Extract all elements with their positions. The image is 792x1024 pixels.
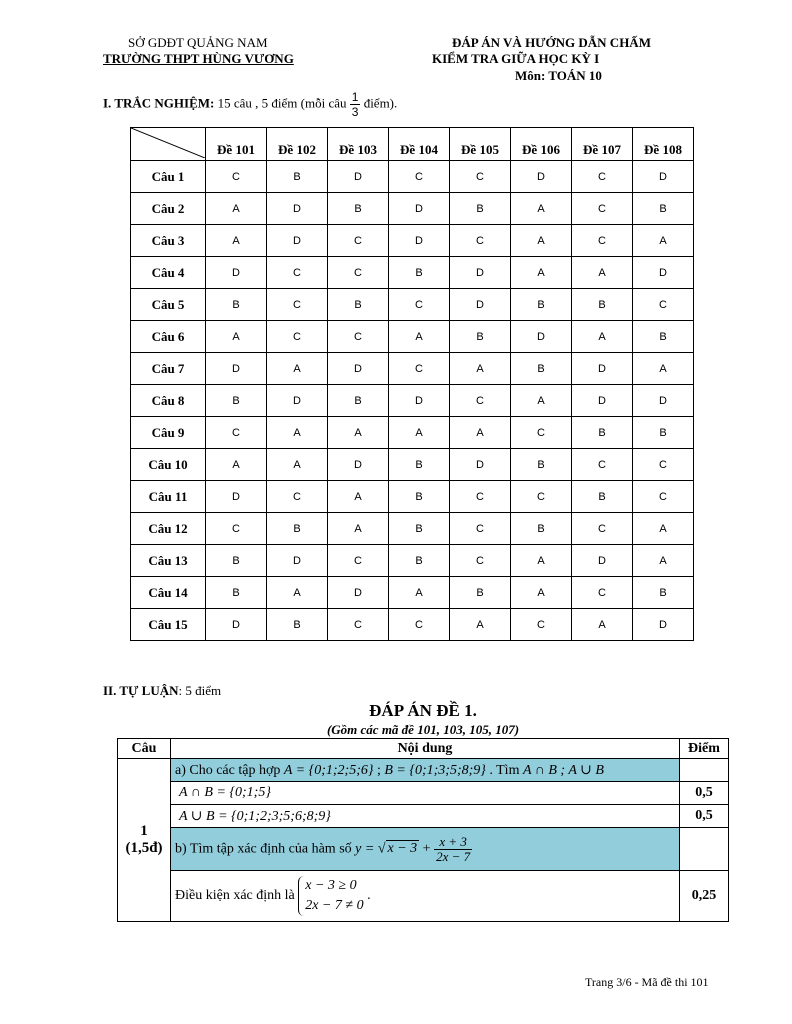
answer-cell: C [572,193,633,225]
answer-cell: D [633,609,694,641]
answer-row [131,225,694,257]
answer-cell: D [206,353,267,385]
set-a: A = {0;1;2;5;6} [283,762,374,778]
union-points: 0,5 [680,805,729,828]
answer-cell: D [633,161,694,193]
answer-cell: D [633,257,694,289]
condition-2: 2x − 7 ≠ 0 [305,898,364,913]
answer-cell: A [572,609,633,641]
answer-cell: A [511,385,572,417]
answer-cell: B [511,353,572,385]
answer-row [131,513,694,545]
answer-cell: C [572,577,633,609]
question-label: Câu 10 [131,449,206,481]
answer-key-table [130,127,694,641]
col-header-diem: Điểm [680,739,729,759]
answer-cell: B [450,321,511,353]
dept-name: SỞ GDĐT QUẢNG NAM [128,35,268,50]
answer-cell: A [511,193,572,225]
answer-cell: A [633,513,694,545]
col-header-noi-dung: Nội dung [171,739,680,759]
answer-cell: D [389,225,450,257]
function-y: y = [355,841,378,857]
answer-cell: D [267,225,328,257]
intersection-points: 0,5 [680,782,729,805]
answer-cell: B [389,513,450,545]
answer-row [131,545,694,577]
answer-row [131,161,694,193]
answer-row [131,257,694,289]
answer-title: ĐÁP ÁN ĐỀ 1. [369,701,477,720]
answer-cell: C [450,385,511,417]
answer-cell: D [572,385,633,417]
answer-cell: A [267,577,328,609]
answer-cell: D [633,385,694,417]
answer-cell: B [389,449,450,481]
column-header: Đề 106 [511,128,572,161]
fraction-numerator: x + 3 [434,835,472,850]
answer-cell: B [511,513,572,545]
part1-desc-before: 15 câu , 5 điểm (mỗi câu [214,95,350,111]
column-header: Đề 108 [633,128,694,161]
answer-cell: C [633,449,694,481]
answer-cell: C [633,289,694,321]
answer-row [131,449,694,481]
answer-cell: A [389,577,450,609]
answer-cell: A [267,417,328,449]
condition-points: 0,25 [680,871,729,922]
question-label: Câu 15 [131,609,206,641]
targets: A ∩ B ; A ∪ B [522,762,604,778]
answer-cell: A [267,353,328,385]
question-label: Câu 3 [131,225,206,257]
part-b-prompt: b) Tìm tập xác định của hàm số [175,841,356,857]
answer-cell: A [206,225,267,257]
column-header: Đề 104 [389,128,450,161]
answer-cell: D [511,161,572,193]
answer-cell: D [328,577,389,609]
answer-cell: A [389,321,450,353]
school-name: TRƯỜNG THPT HÙNG VƯƠNG [103,51,294,66]
answer-cell: D [572,545,633,577]
answer-cell: D [572,353,633,385]
answer-cell: B [389,257,450,289]
set-b: B = {0;1;3;5;8;9} [384,762,486,778]
answer-cell: D [389,385,450,417]
column-header: Đề 103 [328,128,389,161]
answer-cell: C [328,321,389,353]
question-label: Câu 2 [131,193,206,225]
answer-cell: C [450,161,511,193]
part2-desc: : 5 điểm [178,683,222,698]
answer-cell: D [328,353,389,385]
answer-cell: C [206,417,267,449]
answer-key-header-row [131,128,694,161]
answer-cell: C [450,225,511,257]
answer-cell: B [389,545,450,577]
answer-cell: B [450,577,511,609]
answer-cell: C [328,257,389,289]
answer-row [131,193,694,225]
intersection-answer: A ∩ B = {0;1;5} [171,782,680,805]
answer-cell: A [450,417,511,449]
part2-label: II. TỰ LUẬN [103,683,179,698]
answer-cell: C [450,513,511,545]
answer-row [131,353,694,385]
fraction-denominator: 2x − 7 [436,848,471,864]
answer-cell: D [450,449,511,481]
answer-cell: B [267,161,328,193]
answer-cell: C [511,417,572,449]
answer-row [131,609,694,641]
answer-cell: D [511,321,572,353]
part-b-points-empty [680,828,729,871]
answer-cell: D [450,289,511,321]
diagonal-line [131,128,205,158]
answer-cell: C [389,161,450,193]
question-label: Câu 12 [131,513,206,545]
answer-cell: C [328,225,389,257]
answer-cell: A [328,481,389,513]
answer-cell: B [572,289,633,321]
answer-row [131,289,694,321]
part1-desc-after: điểm). [360,95,398,111]
column-header: Đề 105 [450,128,511,161]
answer-cell: B [328,289,389,321]
answer-cell: C [572,225,633,257]
question-label: Câu 9 [131,417,206,449]
answer-cell: C [267,481,328,513]
answer-cell: B [572,481,633,513]
condition-system [298,876,363,916]
plus-sign: + [419,841,435,857]
answer-cell: D [206,257,267,289]
answer-cell: A [511,577,572,609]
column-header: Đề 107 [572,128,633,161]
question-number: 1 [140,823,148,839]
answer-cell: A [511,225,572,257]
answer-cell: B [206,289,267,321]
answer-cell: C [328,609,389,641]
question-cell [118,759,171,922]
set-separator: ; [373,762,385,778]
answer-cell: A [572,257,633,289]
part1-fraction: $\frac{1}{3}$ [351,90,359,119]
question-label: Câu 14 [131,577,206,609]
find-text: . Tìm [485,762,523,778]
answer-cell: A [450,353,511,385]
answer-cell: A [389,417,450,449]
answer-cell: C [267,289,328,321]
column-header: Đề 102 [267,128,328,161]
sqrt-radicand: x − 3 [387,841,418,857]
question-label: Câu 13 [131,545,206,577]
answer-cell: A [511,257,572,289]
corner-cell [131,128,206,161]
condition-cell [171,871,680,922]
answer-cell: A [328,513,389,545]
answer-cell: C [572,449,633,481]
answer-row [131,417,694,449]
answer-cell: B [633,193,694,225]
answer-cell: B [572,417,633,449]
answer-row [131,481,694,513]
answer-cell: A [206,449,267,481]
answer-cell: B [389,481,450,513]
answer-cell: C [389,289,450,321]
answer-cell: C [267,257,328,289]
answer-cell: A [633,353,694,385]
doc-title: ĐÁP ÁN VÀ HƯỚNG DẪN CHẤM [452,35,651,50]
answer-cell: A [511,545,572,577]
answer-cell: A [633,225,694,257]
answer-cell: C [511,481,572,513]
answer-cell: C [389,353,450,385]
condition-1: x − 3 ≥ 0 [305,878,357,893]
answer-cell: B [267,609,328,641]
answer-cell: D [450,257,511,289]
question-label: Câu 1 [131,161,206,193]
column-header: Đề 101 [206,128,267,161]
answer-cell: B [267,513,328,545]
part-a-prompt: a) Cho các tập hợp [175,762,284,778]
answer-cell: D [389,193,450,225]
page-footer: Trang 3/6 - Mã đề thi 101 [585,975,709,989]
question-label: Câu 8 [131,385,206,417]
answer-cell: D [267,193,328,225]
answer-cell: C [572,513,633,545]
answer-cell: C [633,481,694,513]
answer-cell: A [572,321,633,353]
part1-heading [103,90,397,119]
answer-row [131,577,694,609]
question-label: Câu 11 [131,481,206,513]
answer-cell: A [450,609,511,641]
answer-subtitle: (Gồm các mã đề 101, 103, 105, 107) [326,722,520,737]
answer-cell: A [267,449,328,481]
answer-cell: A [206,321,267,353]
subject: Môn: TOÁN 10 [515,68,602,83]
part-b-prompt-cell [171,828,680,871]
answer-cell: D [206,609,267,641]
answer-cell: B [633,577,694,609]
answer-cell: D [267,385,328,417]
exam-title: KIỂM TRA GIỮA HỌC KỲ I [432,51,600,66]
answer-cell: D [206,481,267,513]
part-a-points-empty [680,759,729,782]
answer-cell: B [206,385,267,417]
answer-cell: C [389,609,450,641]
condition-text: Điều kiện xác định là [175,888,299,904]
answer-cell: C [572,161,633,193]
answer-cell: B [511,449,572,481]
col-header-cau: Câu [118,739,171,759]
answer-cell: B [206,577,267,609]
answer-cell: B [450,193,511,225]
answer-cell: C [328,545,389,577]
question-label: Câu 5 [131,289,206,321]
question-label: Câu 7 [131,353,206,385]
question-label: Câu 6 [131,321,206,353]
answer-cell: D [267,545,328,577]
part2-heading [103,683,221,699]
answer-cell: C [450,481,511,513]
answer-cell: A [633,545,694,577]
answer-cell: B [511,289,572,321]
answer-cell: B [328,385,389,417]
question-points: (1,5đ) [125,840,163,856]
answer-cell: B [633,417,694,449]
answer-row [131,385,694,417]
answer-cell: A [328,417,389,449]
answer-cell: C [206,161,267,193]
part1-label: I. TRẮC NGHIỆM: [103,95,215,111]
answer-cell: C [511,609,572,641]
answer-cell: D [328,449,389,481]
part-a-prompt-cell [171,759,680,782]
answer-cell: B [633,321,694,353]
answer-cell: B [206,545,267,577]
answer-cell: C [450,545,511,577]
question-label: Câu 4 [131,257,206,289]
answer-cell: B [328,193,389,225]
answer-cell: C [267,321,328,353]
answer-row [131,321,694,353]
answer-cell: A [206,193,267,225]
sqrt-sign: √ [377,841,386,857]
answer-cell: C [206,513,267,545]
answer-cell: D [328,161,389,193]
condition-end: . [363,888,371,904]
function-fraction [434,835,472,864]
essay-table [117,738,729,922]
union-answer: A ∪ B = {0;1;2;3;5;6;8;9} [171,805,680,828]
